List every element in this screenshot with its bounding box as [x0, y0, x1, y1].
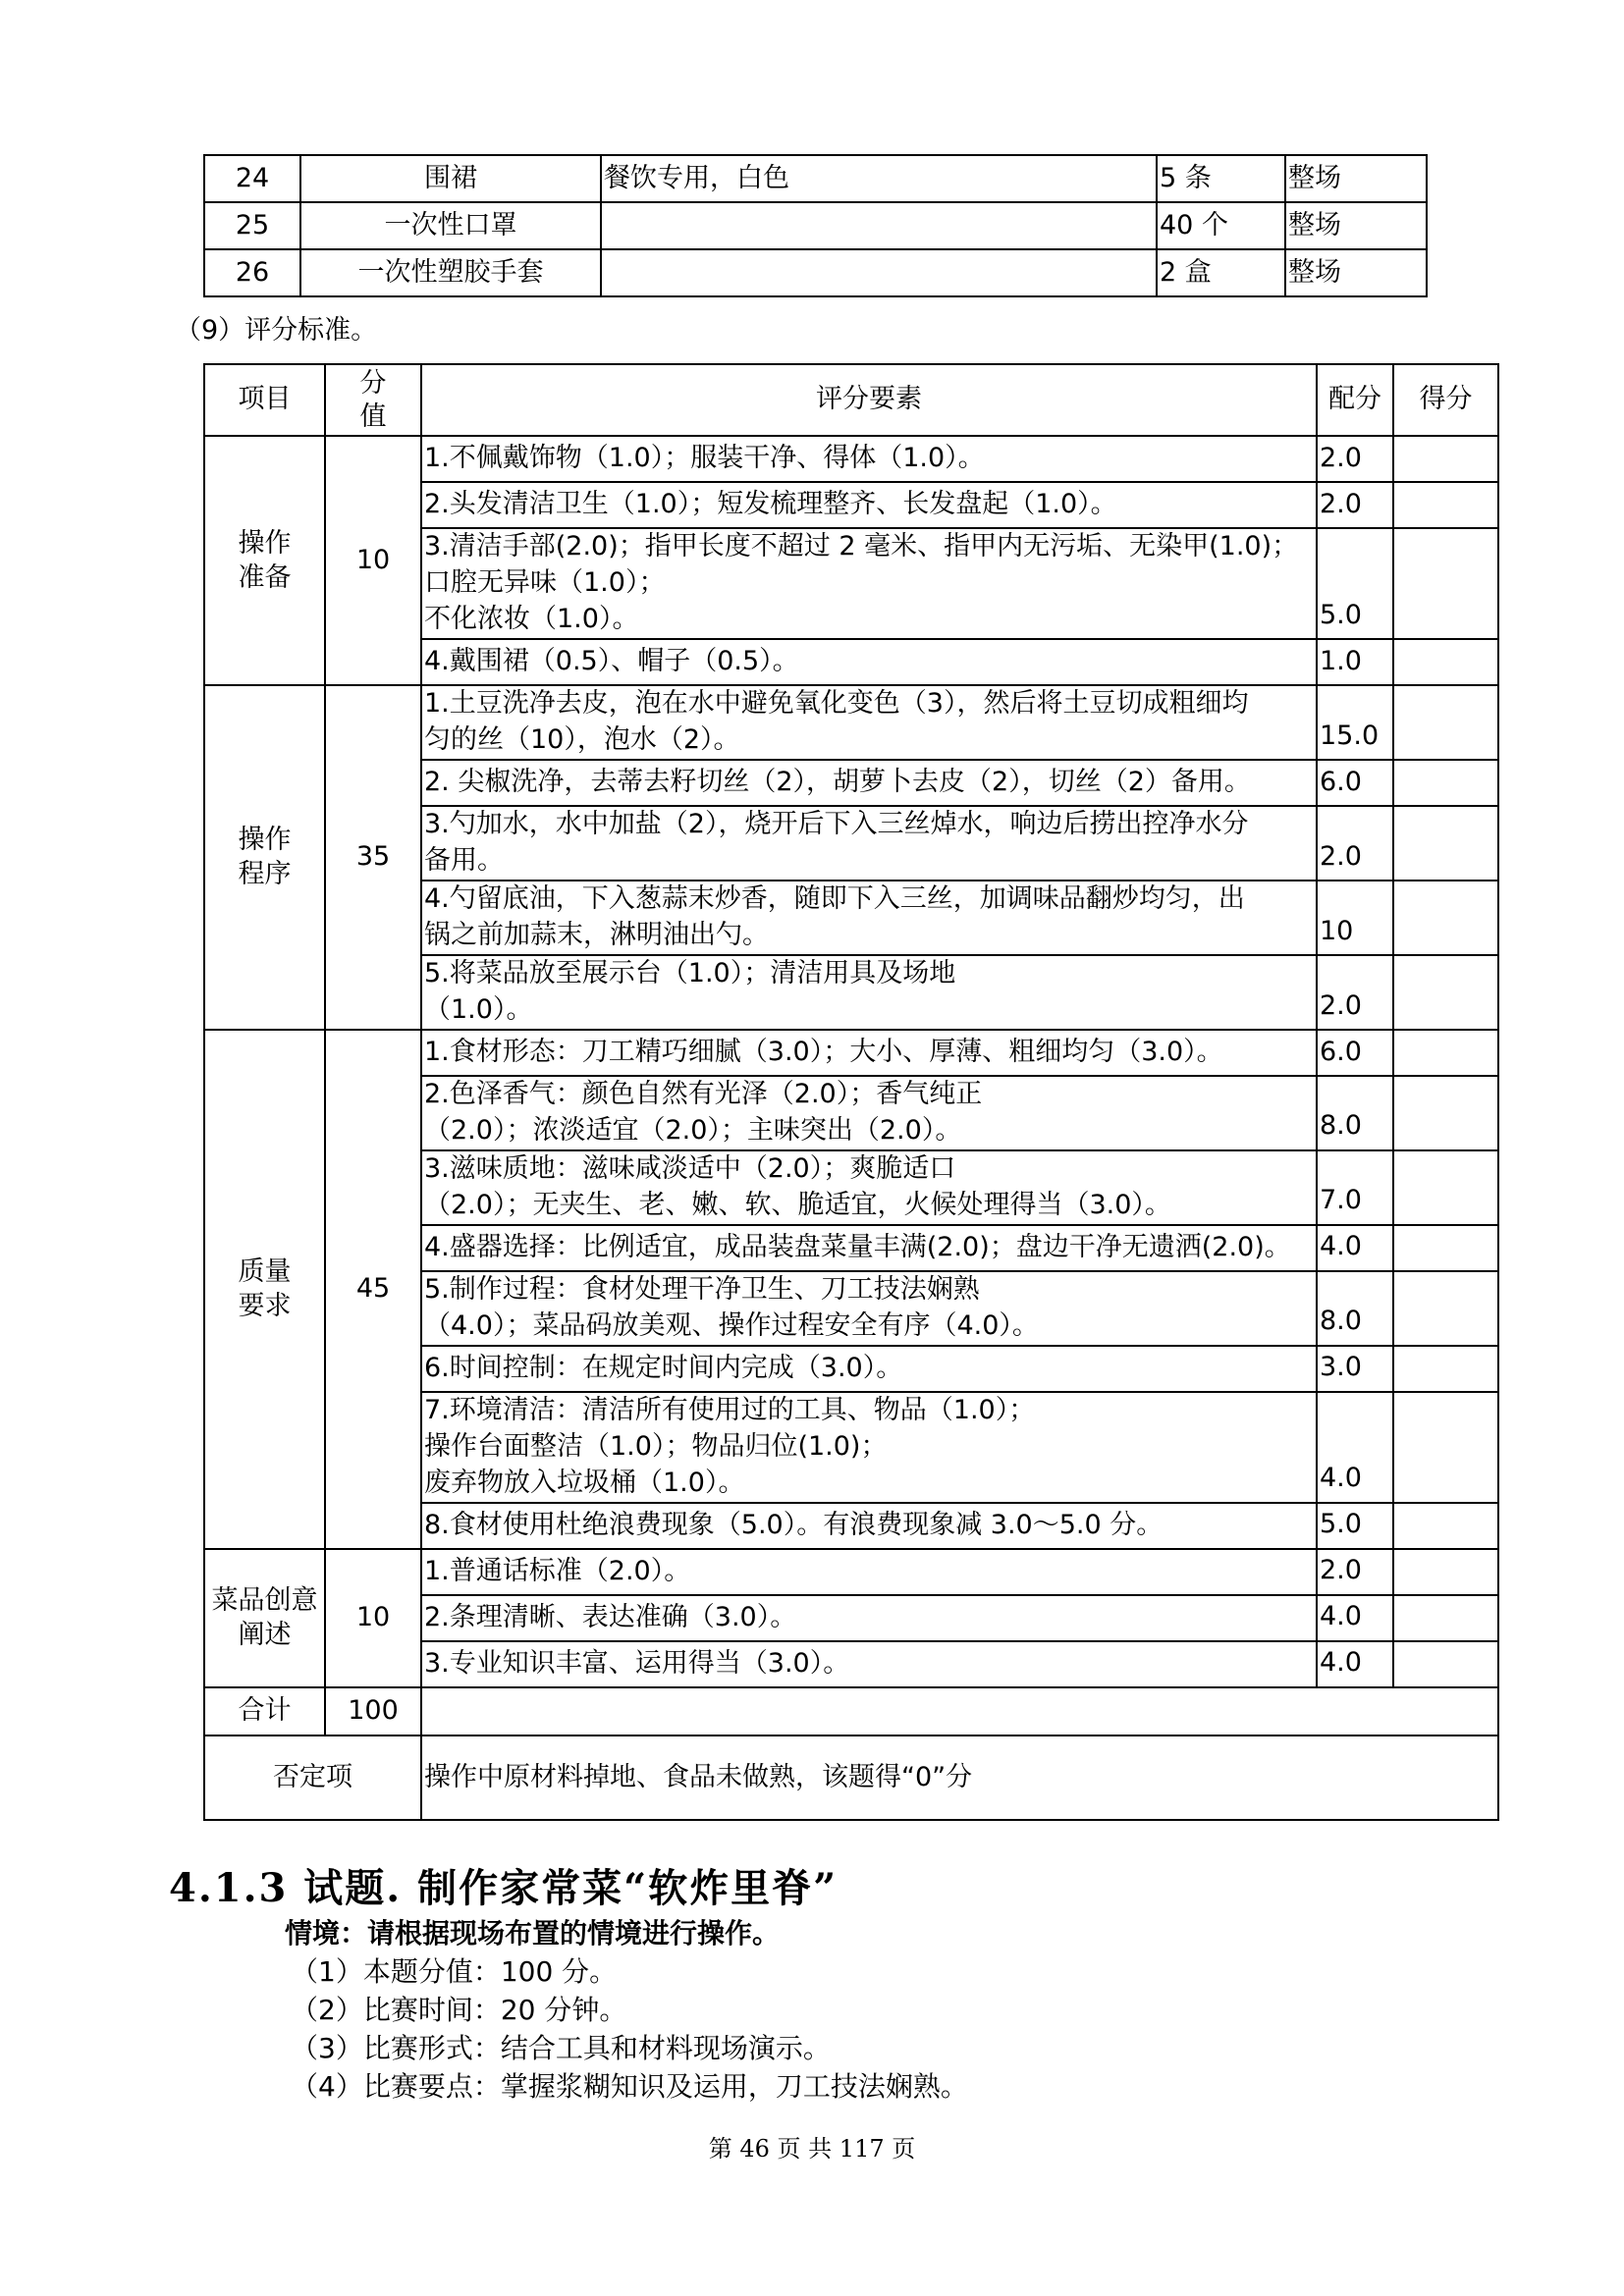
requirement-item: （2）比赛时间：20 分钟。	[291, 1994, 627, 2026]
criterion-score	[1393, 955, 1498, 1030]
group-value: 35	[325, 685, 421, 1030]
criterion-points: 4.0	[1317, 1392, 1393, 1503]
criterion-points: 6.0	[1317, 760, 1393, 806]
criterion-points: 10	[1317, 881, 1393, 955]
criterion-score	[1393, 685, 1498, 760]
criterion-score	[1393, 1271, 1498, 1346]
scoring-row	[204, 1549, 1498, 1595]
criterion-score	[1393, 1150, 1498, 1225]
header-elements: 评分要素	[421, 364, 1317, 436]
scenario-text: 情境：请根据现场布置的情境进行操作。	[285, 1917, 781, 1949]
criterion-score	[1393, 1346, 1498, 1392]
table-row	[204, 155, 1427, 202]
criterion-points: 2.0	[1317, 436, 1393, 482]
criterion-text: 4.戴围裙（0.5）、帽子（0.5）。	[421, 639, 1317, 685]
criterion-text: 6.时间控制：在规定时间内完成（3.0）。	[421, 1346, 1317, 1392]
veto-text: 操作中原材料掉地、食品未做熟，该题得“0”分	[421, 1735, 1498, 1820]
material-spec	[601, 202, 1157, 249]
criterion-points: 1.0	[1317, 639, 1393, 685]
group-name-cell	[204, 1549, 325, 1687]
material-note: 整场	[1285, 249, 1427, 296]
table-row	[204, 249, 1427, 296]
criterion-text: 3.勺加水，水中加盐（2），烧开后下入三丝焯水，响边后捞出控净水分 备用。	[421, 806, 1317, 881]
total-value: 100	[325, 1687, 421, 1735]
header-score: 得分	[1393, 364, 1498, 436]
criterion-points: 4.0	[1317, 1595, 1393, 1641]
header-item: 项目	[204, 364, 325, 436]
material-name: 一次性塑胶手套	[300, 249, 601, 296]
total-row	[204, 1687, 1498, 1735]
criterion-points: 2.0	[1317, 1549, 1393, 1595]
group-name-cell	[204, 685, 325, 1030]
criterion-points: 4.0	[1317, 1225, 1393, 1271]
scoring-table-body	[204, 364, 1498, 1820]
group-name-line: 要求	[238, 1291, 292, 1322]
criterion-text: 1.普通话标准（2.0）。	[421, 1549, 1317, 1595]
criterion-score	[1393, 806, 1498, 881]
criterion-score	[1393, 1503, 1498, 1549]
group-value: 10	[325, 1549, 421, 1687]
criterion-points: 8.0	[1317, 1076, 1393, 1150]
criterion-text: 1.土豆洗净去皮，泡在水中避免氧化变色（3），然后将土豆切成粗细均 匀的丝（10），泡水（2）。	[421, 685, 1317, 760]
section-heading: 4.1.3 试题. 制作家常菜“软炸里脊”	[169, 1865, 839, 1911]
criterion-score	[1393, 1549, 1498, 1595]
header-points: 配分	[1317, 364, 1393, 436]
criterion-text: 3.清洁手部(2.0)；指甲长度不超过 2 毫米、指甲内无污垢、无染甲(1.0)； 口腔无异味（1.0）； 不化浓妆（1.0）。	[421, 528, 1317, 639]
scoring-row	[204, 685, 1498, 760]
criterion-text: 2.色泽香气：颜色自然有光泽（2.0）；香气纯正 （2.0）；浓淡适宜（2.0）；主味突出（2.0）。	[421, 1076, 1317, 1150]
criterion-score	[1393, 639, 1498, 685]
header-value	[325, 364, 421, 436]
group-name-line: 程序	[238, 859, 292, 890]
group-value: 45	[325, 1030, 421, 1549]
total-label: 合计	[204, 1687, 325, 1735]
criterion-points: 2.0	[1317, 955, 1393, 1030]
requirement-item: （1）本题分值：100 分。	[291, 1955, 618, 1988]
material-note: 整场	[1285, 202, 1427, 249]
material-no: 26	[204, 249, 300, 296]
criterion-text: 2. 尖椒洗净，去蒂去籽切丝（2），胡萝卜去皮（2），切丝（2）备用。	[421, 760, 1317, 806]
criterion-points: 6.0	[1317, 1030, 1393, 1076]
header-row	[204, 364, 1498, 436]
group-name-line: 操作	[238, 527, 292, 559]
total-empty	[421, 1687, 1498, 1735]
header-value-line: 分	[359, 367, 387, 399]
veto-row	[204, 1735, 1498, 1820]
criterion-text: 3.滋味质地：滋味咸淡适中（2.0）；爽脆适口 （2.0）；无夹生、老、嫩、软、脆适宜，火候处理得当（3.0）。	[421, 1150, 1317, 1225]
criterion-points: 2.0	[1317, 482, 1393, 528]
material-name: 一次性口罩	[300, 202, 601, 249]
criterion-points: 8.0	[1317, 1271, 1393, 1346]
criterion-points: 3.0	[1317, 1346, 1393, 1392]
material-qty: 40 个	[1157, 202, 1285, 249]
criterion-score	[1393, 436, 1498, 482]
veto-label: 否定项	[204, 1735, 421, 1820]
criterion-points: 15.0	[1317, 685, 1393, 760]
material-spec: 餐饮专用，白色	[601, 155, 1157, 202]
criterion-score	[1393, 1225, 1498, 1271]
criterion-text: 4.盛器选择：比例适宜，成品装盘菜量丰满(2.0)；盘边干净无遗洒(2.0)。	[421, 1225, 1317, 1271]
criterion-score	[1393, 482, 1498, 528]
header-value-line: 值	[359, 400, 387, 432]
material-name: 围裙	[300, 155, 601, 202]
criterion-score	[1393, 760, 1498, 806]
page-footer: 第 46 页 共 117 页	[708, 2135, 916, 2163]
criterion-points: 7.0	[1317, 1150, 1393, 1225]
criterion-score	[1393, 1641, 1498, 1687]
group-name-line: 质量	[238, 1256, 292, 1288]
scoring-table	[203, 363, 1499, 1821]
material-qty: 2 盒	[1157, 249, 1285, 296]
group-name-line: 阐述	[238, 1620, 292, 1651]
material-no: 24	[204, 155, 300, 202]
criterion-score	[1393, 528, 1498, 639]
scoring-row	[204, 1030, 1498, 1076]
criterion-score	[1393, 881, 1498, 955]
material-spec	[601, 249, 1157, 296]
table-row	[204, 202, 1427, 249]
criterion-text: 1.食材形态：刀工精巧细腻（3.0）；大小、厚薄、粗细均匀（3.0）。	[421, 1030, 1317, 1076]
criterion-text: 8.食材使用杜绝浪费现象（5.0）。有浪费现象减 3.0～5.0 分。	[421, 1503, 1317, 1549]
requirement-item: （3）比赛形式：结合工具和材料现场演示。	[291, 2032, 831, 2064]
group-name-line: 操作	[238, 825, 292, 856]
criterion-points: 4.0	[1317, 1641, 1393, 1687]
materials-table-body	[204, 155, 1427, 296]
group-name-cell	[204, 1030, 325, 1549]
criterion-text: 5.制作过程：食材处理干净卫生、刀工技法娴熟 （4.0）；菜品码放美观、操作过程安全有序（4.0）。	[421, 1271, 1317, 1346]
criterion-points: 2.0	[1317, 806, 1393, 881]
criterion-score	[1393, 1392, 1498, 1503]
criterion-points: 5.0	[1317, 528, 1393, 639]
criterion-text: 5.将菜品放至展示台（1.0）；清洁用具及场地 （1.0）。	[421, 955, 1317, 1030]
group-name-line: 菜品创意	[211, 1585, 318, 1617]
scoring-title: （9）评分标准。	[175, 315, 378, 346]
material-no: 25	[204, 202, 300, 249]
criterion-text: 2.条理清晰、表达准确（3.0）。	[421, 1595, 1317, 1641]
group-name-line: 准备	[238, 561, 292, 593]
criterion-points: 5.0	[1317, 1503, 1393, 1549]
criterion-text: 4.勺留底油，下入葱蒜末炒香，随即下入三丝，加调味品翻炒均匀，出 锅之前加蒜末，淋明油出勺。	[421, 881, 1317, 955]
criterion-text: 7.环境清洁：清洁所有使用过的工具、物品（1.0）； 操作台面整洁（1.0）；物品归位(1.0)； 废弃物放入垃圾桶（1.0）。	[421, 1392, 1317, 1503]
criterion-score	[1393, 1595, 1498, 1641]
requirement-item: （4）比赛要点：掌握浆糊知识及运用，刀工技法娴熟。	[291, 2070, 968, 2103]
material-qty: 5 条	[1157, 155, 1285, 202]
criterion-score	[1393, 1076, 1498, 1150]
group-name-cell	[204, 436, 325, 685]
criterion-text: 2.头发清洁卫生（1.0）；短发梳理整齐、长发盘起（1.0）。	[421, 482, 1317, 528]
materials-table	[203, 154, 1428, 297]
criterion-score	[1393, 1030, 1498, 1076]
material-note: 整场	[1285, 155, 1427, 202]
group-value: 10	[325, 436, 421, 685]
criterion-text: 3.专业知识丰富、运用得当（3.0）。	[421, 1641, 1317, 1687]
scoring-row	[204, 436, 1498, 482]
criterion-text: 1.不佩戴饰物（1.0）；服装干净、得体（1.0）。	[421, 436, 1317, 482]
